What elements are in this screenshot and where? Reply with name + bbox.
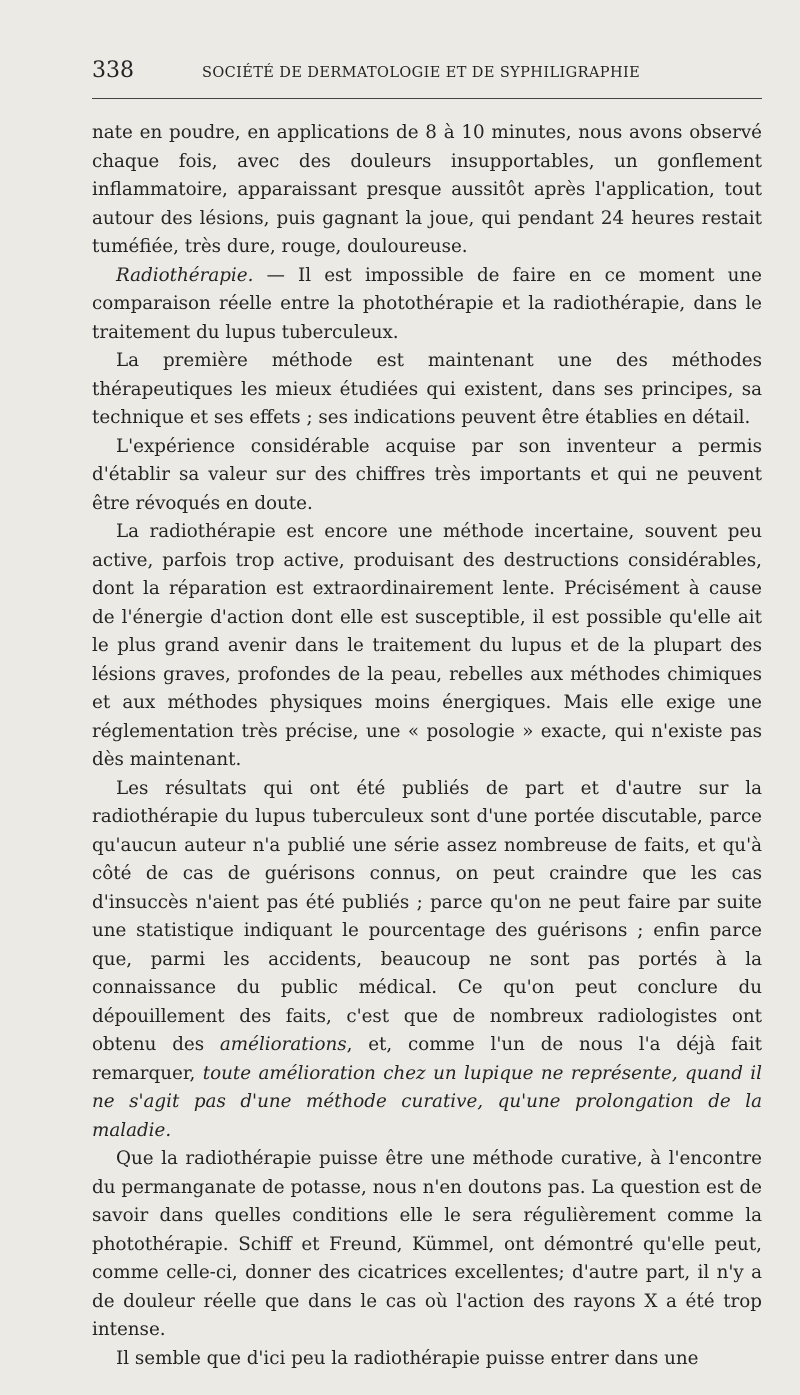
paragraph-continued: nate en poudre, en applications de 8 à 10 minutes, nous avons observé chaque fois, avec des douleurs insupportables, un gonflement inflammatoire, apparaissant presque aussitôt après l'application, tout autour des lésions, puis gagnant la joue, qui pendant 24 heures restait tuméfiée, très dure, rouge, douloureuse. [92, 122, 762, 257]
paragraph-radiotherapie [92, 262, 762, 348]
paragraph: La radiothérapie est encore une méthode incertaine, souvent peu active, parfois trop active, produisant des destructions considérables, dont la réparation est extraordinairement lente. Précisément à cause de l'énergie d'action dont elle est susceptible, il est possible qu'elle ait le plus grand avenir dans le traitement du lupus et de la plupart des lésions graves, profondes de la peau, rebelles aux méthodes chimiques et aux méthodes physiques moins énergiques. Mais elle exige une réglementation très précise, une « posologie » exacte, qui n'existe pas dès maintenant. [92, 521, 762, 770]
paragraph-text: , et, comme l'un de nous l'a déjà fait remarquer, [92, 1034, 762, 1084]
paragraph-resultats [92, 775, 762, 1146]
paragraph-text: Les résultats qui ont été publiés de part et d'autre sur la radiothérapie du lupus tuberculeux sont d'une portée discutable, parce qu'aucun auteur n'a publié une série assez nombreuse de faits, et qu'à côté de cas de guérisons connus, on peut craindre que les cas d'insuccès n'aient pas été publiés ; parce qu'on ne peut faire par suite une statistique indiquant le pourcentage des guérisons ; enfin parce que, parmi les accidents, beaucoup ne sont pas portés à la connaissance du public médical. Ce qu'on peut conclure du dépouillement des faits, c'est que de nombreux radiologistes ont obtenu des [92, 777, 762, 1055]
page-number: 338 [92, 58, 134, 83]
italic-text: améliorations [219, 1034, 347, 1055]
paragraph: La première méthode est maintenant une des méthodes thérapeutiques les mieux étudiées qui existent, dans ses principes, sa technique et ses effets ; ses indications peuvent être établies en détail. [92, 350, 762, 428]
italic-text: toute amélioration chez un lupique ne représente, quand il ne s'agit pas d'une méthode curative, qu'une prolongation de la maladie. [92, 1062, 762, 1141]
body-text [92, 119, 762, 1373]
paragraph: Il semble que d'ici peu la radiothérapie puisse entrer dans une [116, 1347, 699, 1369]
paragraph: L'expérience considérable acquise par son inventeur a permis d'établir sa valeur sur des chiffres très importants et qui ne peuvent être révoqués en doute. [92, 435, 762, 514]
page-header [92, 58, 762, 99]
paragraph-text: — Il est impossible de faire en ce moment une comparaison réelle entre la photothérapie et la radiothérapie, dans le traitement du lupus tuberculeux. [92, 264, 762, 343]
running-title: SOCIÉTÉ DE DERMATOLOGIE ET DE SYPHILIGRAPHIE [202, 65, 641, 81]
section-heading: Radiothérapie. [116, 264, 254, 286]
paragraph: Que la radiothérapie puisse être une méthode curative, à l'encontre du permanganate de potasse, nous n'en doutons pas. La question est de savoir dans quelles conditions elle le sera régulièrement comme la photothérapie. Schiff et Freund, Kümmel, ont démontré qu'elle peut, comme celle-ci, donner des cicatrices excellentes; d'autre part, il n'y a de douleur réelle que dans le cas où l'action des rayons X a été trop intense. [92, 1148, 762, 1340]
